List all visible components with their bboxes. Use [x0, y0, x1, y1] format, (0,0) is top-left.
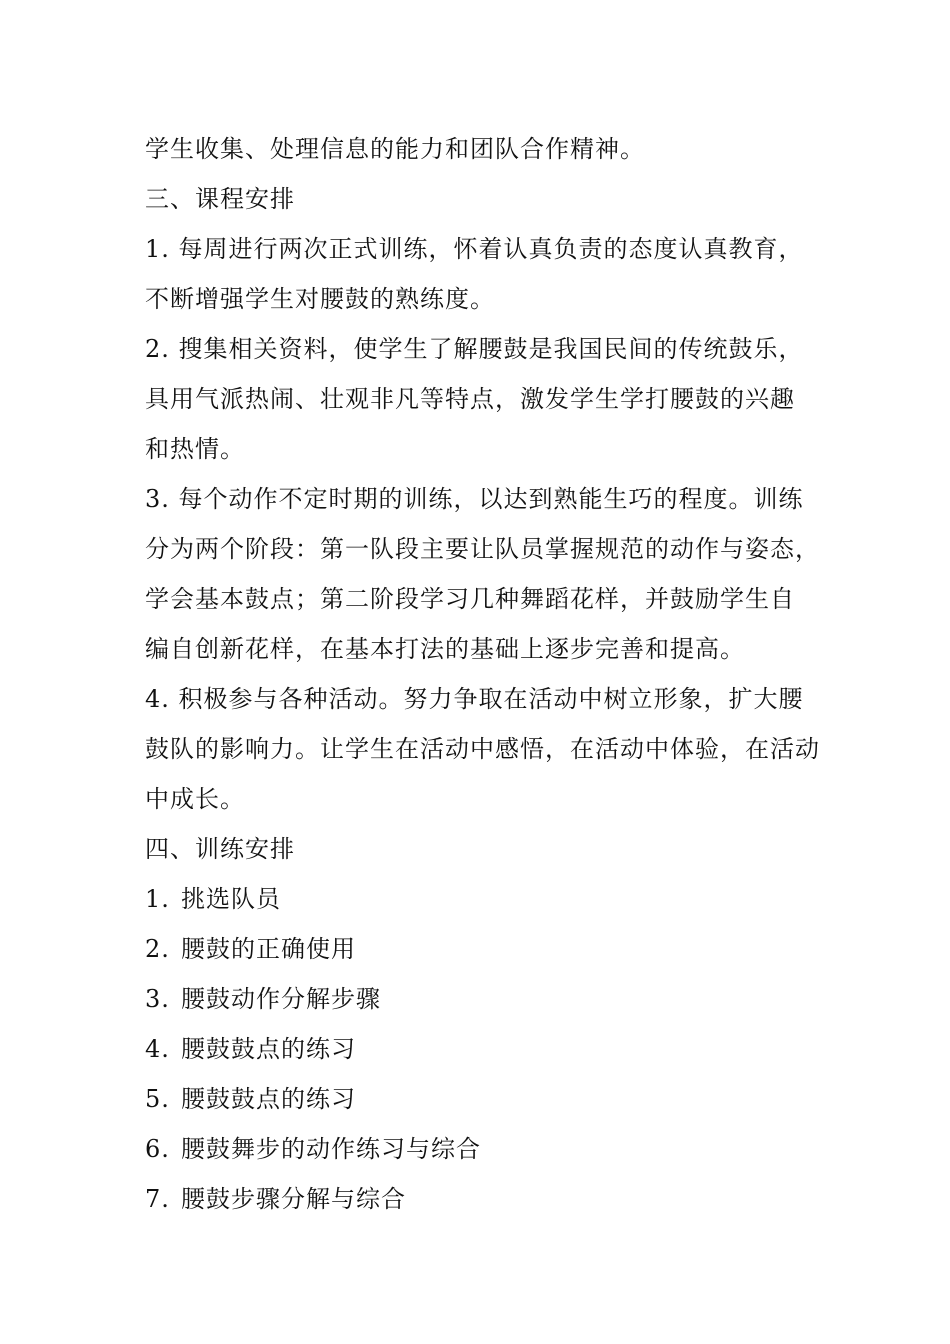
- list-item-text: 腰鼓步骤分解与综合: [181, 1185, 406, 1213]
- training-list-item: [145, 974, 825, 1024]
- training-list-item: [145, 1024, 825, 1074]
- list-number: 7.: [145, 1185, 170, 1213]
- paragraph-line: 学会基本鼓点；第二阶段学习几种舞蹈花样，并鼓励学生自: [145, 585, 795, 613]
- list-item-text: 腰鼓的正确使用: [181, 935, 356, 963]
- list-number: 4.: [145, 1035, 170, 1063]
- paragraph-line: 中成长。: [145, 785, 245, 813]
- training-list-item: [145, 1074, 825, 1124]
- list-number: 2.: [145, 935, 170, 963]
- section-heading-course: 三、课程安排: [145, 185, 295, 213]
- paragraph-line: 鼓队的影响力。让学生在活动中感悟，在活动中体验，在活动: [145, 735, 820, 763]
- list-item-text: 腰鼓动作分解步骤: [181, 985, 381, 1013]
- paragraph-line: 编自创新花样，在基本打法的基础上逐步完善和提高。: [145, 635, 745, 663]
- list-item-text: 挑选队员: [181, 885, 281, 913]
- document-body: [145, 124, 825, 1224]
- list-item-text: 腰鼓鼓点的练习: [181, 1035, 356, 1063]
- paragraph-line: 2. 搜集相关资料，使学生了解腰鼓是我国民间的传统鼓乐，: [145, 335, 804, 363]
- paragraph-line: 和热情。: [145, 435, 245, 463]
- training-list-item: [145, 1124, 825, 1174]
- list-number: 6.: [145, 1135, 170, 1163]
- paragraph-line: 4. 积极参与各种活动。努力争取在活动中树立形象，扩大腰: [145, 685, 804, 713]
- training-list-item: [145, 924, 825, 974]
- paragraph-line: 1. 每周进行两次正式训练，怀着认真负责的态度认真教育，: [145, 235, 804, 263]
- paragraph-line: 不断增强学生对腰鼓的熟练度。: [145, 285, 495, 313]
- paragraph-line: 3. 每个动作不定时期的训练，以达到熟能生巧的程度。训练: [145, 485, 804, 513]
- list-number: 3.: [145, 985, 170, 1013]
- paragraph-line: 学生收集、处理信息的能力和团队合作精神。: [145, 135, 645, 163]
- paragraph-line: 具用气派热闹、壮观非凡等特点，激发学生学打腰鼓的兴趣: [145, 385, 795, 413]
- list-number: 5.: [145, 1085, 170, 1113]
- list-item-text: 腰鼓舞步的动作练习与综合: [181, 1135, 481, 1163]
- training-list-item: [145, 1174, 825, 1224]
- list-number: 1.: [145, 885, 170, 913]
- list-item-text: 腰鼓鼓点的练习: [181, 1085, 356, 1113]
- training-list-item: [145, 874, 825, 924]
- section-heading-training: 四、训练安排: [145, 835, 295, 863]
- paragraph-line: 分为两个阶段：第一队段主要让队员掌握规范的动作与姿态，: [145, 535, 820, 563]
